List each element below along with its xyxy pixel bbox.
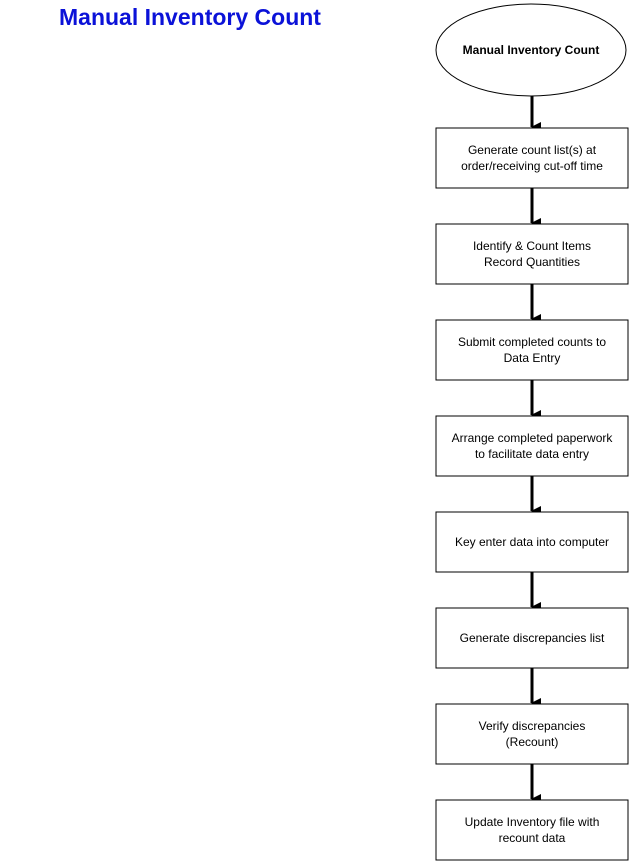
process-box (436, 704, 628, 764)
process-step-label: Record Quantities (483, 255, 581, 269)
process-box (436, 128, 628, 188)
process-step-label: to facilitate data entry (474, 447, 590, 461)
process-step-label: Arrange completed paperwork (451, 431, 613, 445)
process-step-5 (436, 512, 628, 572)
process-step-label: Update Inventory file with (464, 815, 600, 829)
process-step-2 (436, 224, 628, 284)
process-step-label: (Recount) (505, 735, 559, 749)
process-step-label: Generate count list(s) at (467, 143, 597, 157)
process-step-7 (436, 704, 628, 764)
process-step-label: recount data (498, 831, 566, 845)
process-step-label: Generate discrepancies list (459, 631, 605, 645)
process-box (436, 320, 628, 380)
process-step-label: Submit completed counts to (457, 335, 607, 349)
process-box (436, 416, 628, 476)
process-step-3 (436, 320, 628, 380)
process-step-label: order/receiving cut-off time (461, 159, 603, 173)
start-label: Manual Inventory Count (462, 43, 600, 57)
page-title: Manual Inventory Count (59, 4, 321, 30)
process-step-label: Key enter data into computer (454, 535, 610, 549)
process-step-1 (436, 128, 628, 188)
process-step-label: Verify discrepancies (478, 719, 586, 733)
start-node (436, 4, 626, 96)
process-box (436, 224, 628, 284)
process-step-6 (436, 608, 628, 668)
process-step-8 (436, 800, 628, 860)
process-step-4 (436, 416, 628, 476)
process-step-label: Identify & Count Items (472, 239, 592, 253)
process-box (436, 800, 628, 860)
process-step-label: Data Entry (503, 351, 561, 365)
